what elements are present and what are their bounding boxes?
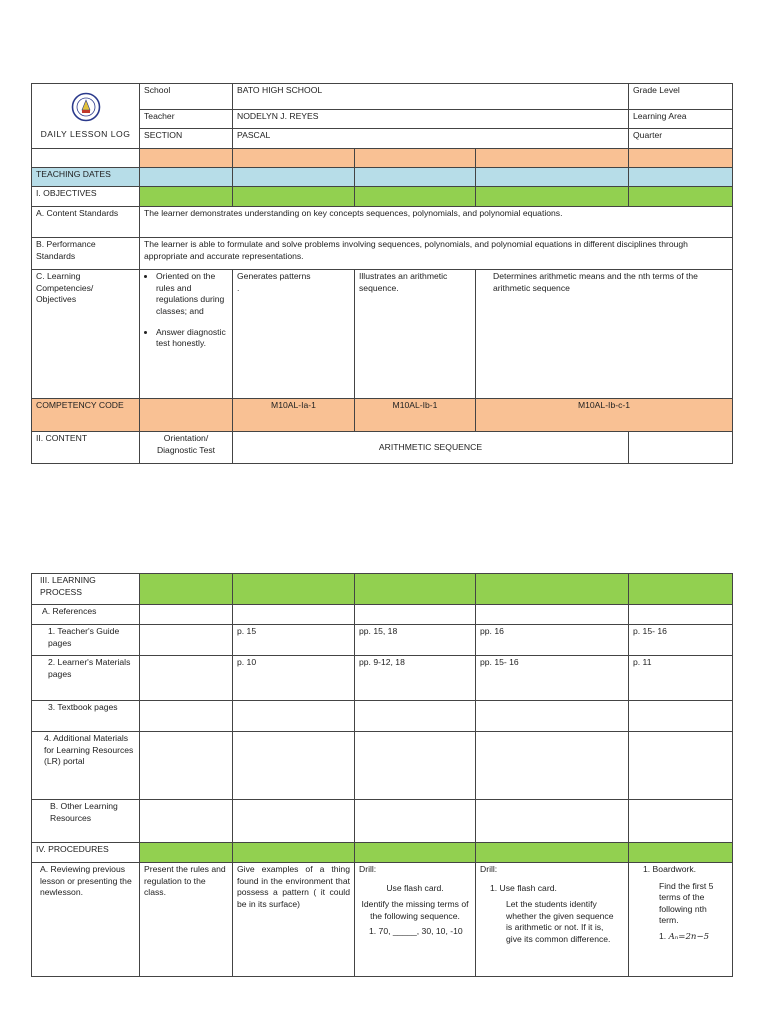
day3-objective: Illustrates an arithmetic sequence. xyxy=(355,270,476,399)
content-arithmetic-sequence: ARITHMETIC SEQUENCE xyxy=(233,432,629,464)
learners-materials-row xyxy=(32,656,733,701)
teachers-guide-label: 1. Teacher's Guide pages xyxy=(32,625,140,656)
school-label: School xyxy=(140,84,233,110)
table-cell: p. 15 xyxy=(233,625,355,656)
objectives-row xyxy=(32,187,733,207)
table-cell xyxy=(140,625,233,656)
day2-objective-dot: . xyxy=(237,282,240,293)
performance-standards-text: The learner is able to formulate and solve problems involving sequences, polynomials, and polynomial equations in different disciplines through appropriate and accurate representations. xyxy=(140,238,733,270)
review-day1: Present the rules and regulation to the class. xyxy=(140,863,233,977)
table-cell: pp. 15- 16 xyxy=(476,656,629,701)
quarter-label: Quarter xyxy=(629,129,733,149)
table-cell xyxy=(140,656,233,701)
procedures-label: IV. PROCEDURES xyxy=(32,843,140,863)
equation-text: Aₙ=2n−5 xyxy=(668,931,710,942)
table-cell: p. 15- 16 xyxy=(629,625,733,656)
deped-seal-icon xyxy=(71,92,101,122)
teaching-dates-row xyxy=(32,168,733,187)
review-day2: Give examples of a thing found in the environment that possess a pattern ( it could be in its surface) xyxy=(233,863,355,977)
review-day3 xyxy=(355,863,476,977)
performance-standards-label: B. Performance Standards xyxy=(32,238,140,270)
table-cell: p. 10 xyxy=(233,656,355,701)
competency-code-2: M10AL-Ia-1 xyxy=(233,399,355,432)
nth-term-equation xyxy=(633,931,728,944)
learning-area-label: Learning Area xyxy=(629,110,733,129)
competencies-label: C. Learning Competencies/ Objectives xyxy=(32,270,140,399)
table-cell: p. 11 xyxy=(629,656,733,701)
day2-objective xyxy=(233,270,355,399)
teaching-dates-label: TEACHING DATES xyxy=(32,168,140,187)
teacher-label: Teacher xyxy=(140,110,233,129)
equation-number: 1. xyxy=(659,930,667,941)
flash-card-text: 1. Use flash card. xyxy=(490,882,557,893)
page-title: DAILY LESSON LOG xyxy=(40,129,131,140)
reviewing-label: A. Reviewing previous lesson or presenting the newlesson. xyxy=(32,863,140,977)
other-resources-label: B. Other Learning Resources xyxy=(32,800,140,843)
boardwork-label: 1. Boardwork. xyxy=(643,864,697,874)
drill-label: Drill: xyxy=(359,864,377,874)
review-day5 xyxy=(629,863,733,977)
reviewing-row xyxy=(32,863,733,977)
teachers-guide-row xyxy=(32,625,733,656)
day4-objective: Determines arithmetic means and the nth terms of the arithmetic sequence xyxy=(476,270,733,399)
review-day4 xyxy=(476,863,629,977)
table-cell: pp. 9-12, 18 xyxy=(355,656,476,701)
drill-label: Drill: xyxy=(480,864,498,874)
find-terms-text: Find the first 5 terms of the following nth term. xyxy=(659,880,714,926)
content-label: II. CONTENT xyxy=(32,432,140,464)
spacer-row xyxy=(32,149,733,168)
section-label: SECTION xyxy=(140,129,233,149)
references-label: A. References xyxy=(32,605,140,625)
identify-arithmetic-text: Let the students identify whether the given sequence is arithmetic or not. If it is, give its common difference. xyxy=(506,899,614,944)
learners-materials-label: 2. Learner's Materials pages xyxy=(32,656,140,701)
competency-code-4: M10AL-Ib-c-1 xyxy=(476,399,733,432)
learning-process-label: III. LEARNING PROCESS xyxy=(32,574,140,605)
grade-level-label: Grade Level xyxy=(629,84,733,110)
lesson-log-header-table xyxy=(31,83,733,464)
competency-code-label: COMPETENCY CODE xyxy=(32,399,140,432)
procedures-row xyxy=(32,843,733,863)
learning-process-row xyxy=(32,574,733,605)
content-standards-text: The learner demonstrates understanding on key concepts sequences, polynomials, and polynomial equations. xyxy=(140,207,733,238)
table-cell: pp. 15, 18 xyxy=(355,625,476,656)
content-standards-label: A. Content Standards xyxy=(32,207,140,238)
additional-materials-label: 4. Additional Materials for Learning Resources (LR) portal xyxy=(32,732,140,800)
day2-objective-text: Generates patterns xyxy=(237,271,311,282)
objective-bullet: • Answer diagnostic test honestly. xyxy=(156,327,228,350)
flash-card-text: Use flash card. xyxy=(386,882,444,893)
section-value: PASCAL xyxy=(233,129,629,149)
identify-missing-text: Identify the missing terms of the following sequence. xyxy=(361,899,469,921)
textbook-label: 3. Textbook pages xyxy=(32,701,140,732)
objective-bullet: • Oriented on the rules and regulations during classes; and xyxy=(156,271,228,317)
day1-objectives xyxy=(140,270,233,399)
table-cell: pp. 16 xyxy=(476,625,629,656)
learning-process-table xyxy=(31,573,733,977)
objectives-label: I. OBJECTIVES xyxy=(32,187,140,207)
competency-code-3: M10AL-Ib-1 xyxy=(355,399,476,432)
content-day1: Orientation/ Diagnostic Test xyxy=(140,432,233,464)
teacher-value: NODELYN J. REYES xyxy=(233,110,629,129)
school-value: BATO HIGH SCHOOL xyxy=(233,84,629,110)
logo-title-cell xyxy=(32,84,140,149)
sequence-item: 1. 70, _____, 30, 10, -10 xyxy=(369,926,463,937)
